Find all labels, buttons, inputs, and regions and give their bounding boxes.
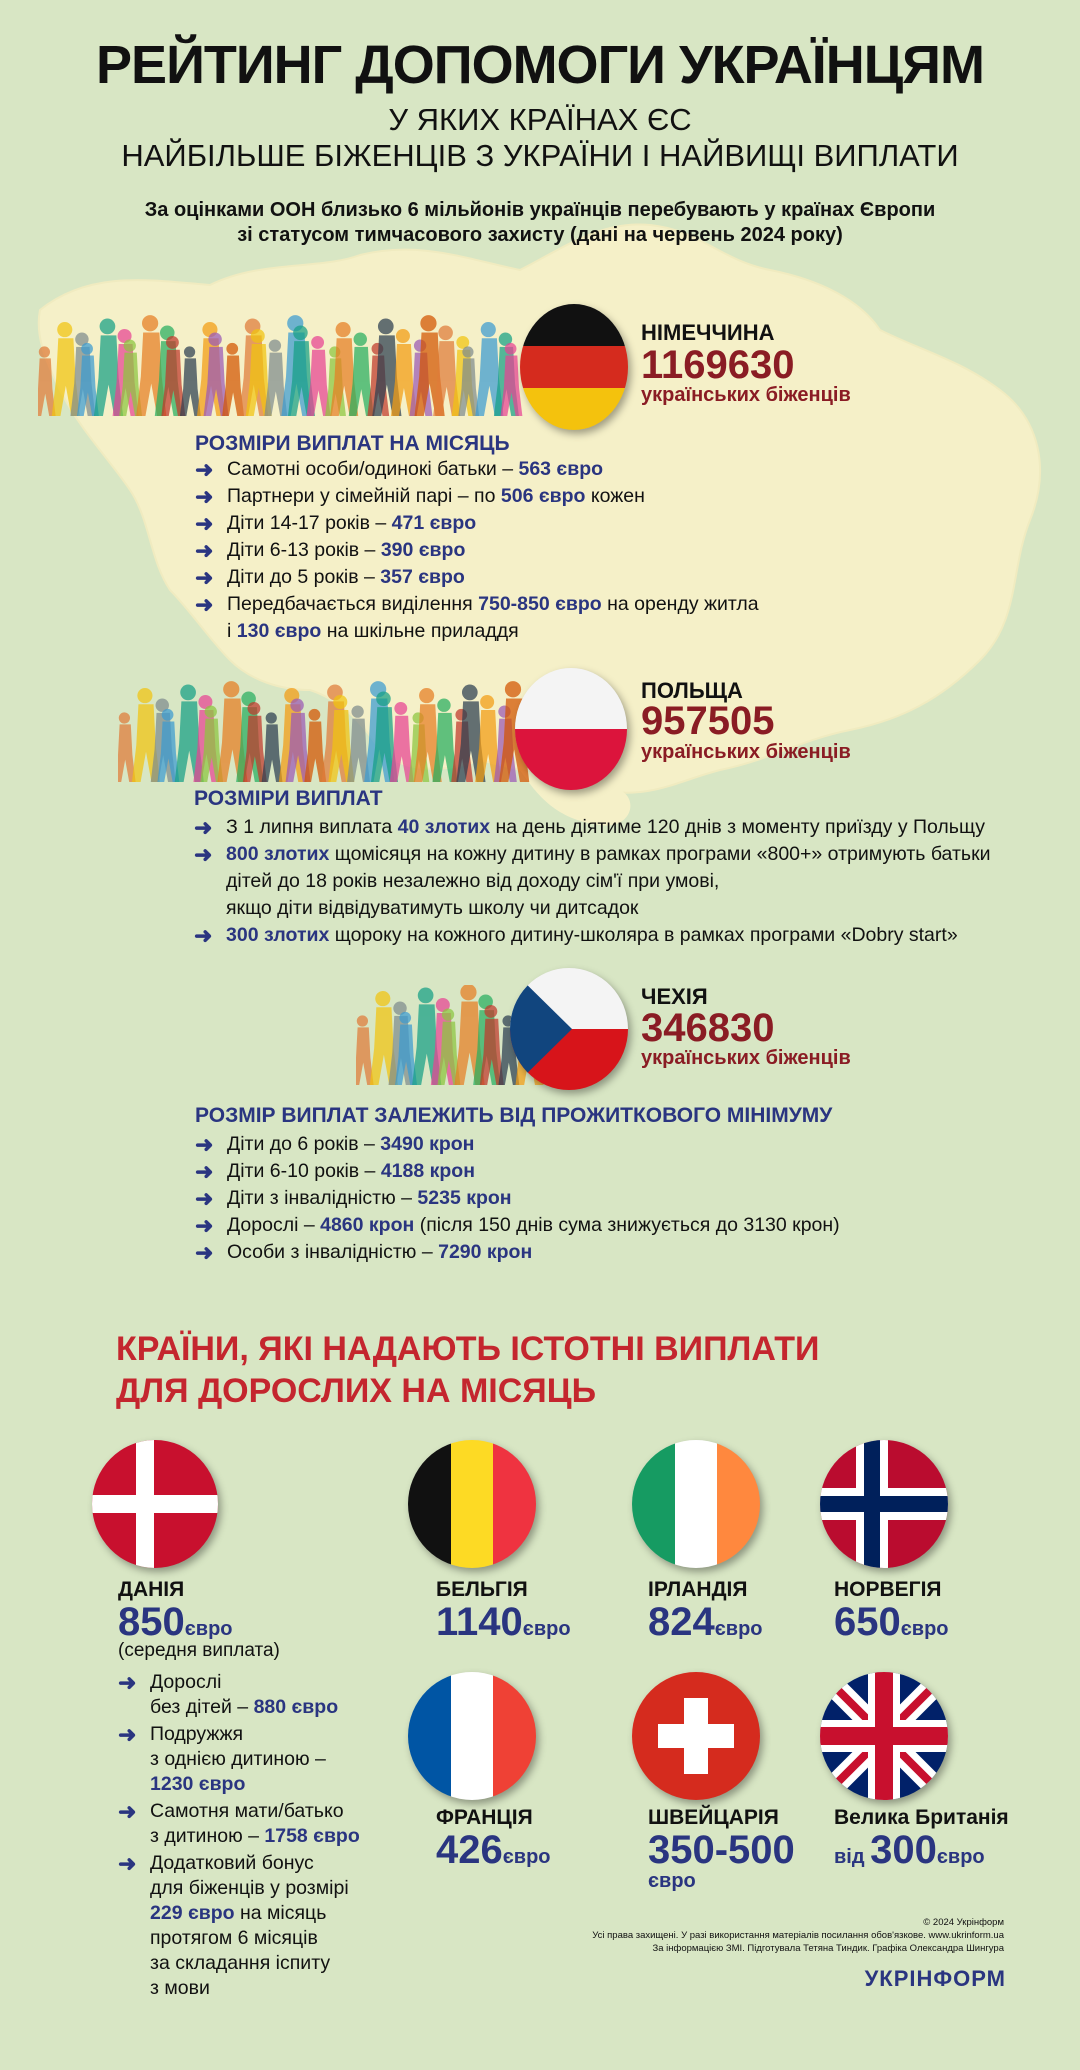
- list-item: ➜ Діти з інвалідністю – 5235 крон: [195, 1186, 512, 1211]
- germany-flag-icon: [520, 304, 628, 430]
- list-item: ➜ Діти 6-10 років – 4188 крон: [195, 1159, 475, 1184]
- denmark-note: (середня виплата): [118, 1640, 280, 1661]
- ireland-amount: 824євро: [648, 1600, 763, 1644]
- belgium-flag-icon: [408, 1440, 536, 1568]
- france-amount: 426євро: [436, 1828, 551, 1872]
- crowd-illustration: [118, 672, 538, 782]
- list-item: ➜ Діти до 6 років – 3490 крон: [195, 1132, 475, 1157]
- arrow-icon: ➜: [118, 1670, 137, 1695]
- crowd-illustration: [38, 306, 538, 416]
- list-item: ➜ Діти до 5 років – 357 євро: [195, 565, 465, 590]
- poland-flag-icon: [515, 668, 627, 790]
- germany-name: НІМЕЧЧИНА: [641, 320, 775, 345]
- list-item: ➜ З 1 липня виплата 40 злотих на день діятиме 120 днів з моменту приїзду у Польщу: [194, 815, 985, 840]
- arrow-icon: ➜: [195, 511, 214, 536]
- lead-line1: За оцінками ООН близько 6 мільйонів українців перебувають у країнах Європи: [144, 199, 936, 221]
- arrow-icon: ➜: [195, 1213, 214, 1238]
- page-title: РЕЙТИНГ ДОПОМОГИ УКРАЇНЦЯМ: [96, 35, 984, 95]
- arrow-icon: ➜: [195, 484, 214, 509]
- germany-payments-list: [195, 456, 895, 645]
- arrow-icon: ➜: [195, 592, 214, 617]
- switzerland-flag-icon: [632, 1672, 760, 1800]
- czech-name: ЧЕХІЯ: [641, 984, 708, 1009]
- arrow-icon: ➜: [195, 565, 214, 590]
- arrow-icon: ➜: [195, 1132, 214, 1157]
- norway-flag-icon: [820, 1440, 948, 1568]
- list-item: ➜ Дорослі – 4860 крон (після 150 днів сума знижується до 3130 крон): [195, 1213, 840, 1238]
- france-flag-icon: [408, 1672, 536, 1800]
- norway-amount: 650євро: [834, 1600, 949, 1644]
- list-item: ➜ Самотня мати/батько з дитиною – 1758 євро: [118, 1799, 360, 1847]
- czech-flag-icon: [510, 968, 628, 1090]
- czech-section-heading: РОЗМІР ВИПЛАТ ЗАЛЕЖИТЬ ВІД ПРОЖИТКОВОГО МІНІМУМУ: [195, 1104, 833, 1127]
- czech-refugees-label: українських біженців: [641, 1047, 851, 1069]
- arrow-icon: ➜: [195, 457, 214, 482]
- denmark-name: ДАНІЯ: [118, 1578, 185, 1601]
- poland-refugees-label: українських біженців: [641, 741, 851, 763]
- poland-section-heading: РОЗМІРИ ВИПЛАТ: [194, 787, 383, 810]
- list-item: ➜ Особи з інвалідністю – 7290 крон: [195, 1240, 533, 1265]
- ireland-flag-icon: [632, 1440, 760, 1568]
- switzerland-currency: євро: [648, 1870, 696, 1892]
- list-item: ➜ Діти 6-13 років – 390 євро: [195, 538, 466, 563]
- uk-name: Велика Британія: [834, 1806, 1009, 1829]
- subtitle-line1: У ЯКИХ КРАЇНАХ ЄС: [388, 102, 692, 137]
- list-item: ➜ Самотні особи/одинокі батьки – 563 євро: [195, 457, 604, 482]
- arrow-icon: ➜: [118, 1799, 137, 1824]
- france-name: ФРАНЦІЯ: [436, 1806, 533, 1829]
- lead-line2: зі статусом тимчасового захисту (дані на червень 2024 року): [237, 224, 843, 246]
- switzerland-name: ШВЕЙЦАРІЯ: [648, 1806, 779, 1829]
- uk-flag-icon: [820, 1672, 948, 1800]
- adult-payments-heading: КРАЇНИ, ЯКІ НАДАЮТЬ ІСТОТНІ ВИПЛАТИ ДЛЯ ДОРОСЛИХ НА МІСЯЦЬ: [116, 1330, 820, 1410]
- arrow-icon: ➜: [195, 538, 214, 563]
- list-item: ➜ Діти 14-17 років – 471 євро: [195, 511, 477, 536]
- denmark-flag-icon: [92, 1440, 218, 1568]
- czech-payments-list: [195, 1131, 995, 1266]
- arrow-icon: ➜: [195, 1186, 214, 1211]
- switzerland-amount: 350-500: [648, 1828, 795, 1872]
- denmark-payments-list: [118, 1670, 408, 2001]
- list-item: ➜ Подружжя з однією дитиною – 1230 євро: [118, 1722, 326, 1795]
- arrow-icon: ➜: [194, 842, 213, 867]
- copyright-note: © 2024 Укрінформ Усі права захищені. У разі використання матеріалів посилання обов'язкове. www.ukrinform.ua За інформацією ЗМІ. Підготувала Тетяна Тиндик. Графіка Олександра Шингура: [592, 1917, 1004, 1954]
- denmark-amount: 850євро: [118, 1600, 233, 1644]
- belgium-amount: 1140євро: [436, 1600, 571, 1644]
- czech-count: 346830: [641, 1006, 775, 1050]
- list-item: ➜ Дорослі без дітей – 880 євро: [118, 1670, 339, 1718]
- belgium-name: БЕЛЬГІЯ: [436, 1578, 528, 1601]
- arrow-icon: ➜: [118, 1722, 137, 1747]
- ireland-name: ІРЛАНДІЯ: [648, 1578, 748, 1601]
- arrow-icon: ➜: [194, 923, 213, 948]
- germany-refugees-label: українських біженців: [641, 384, 851, 406]
- norway-name: НОРВЕГІЯ: [834, 1578, 942, 1601]
- poland-name: ПОЛЬЩА: [641, 678, 743, 703]
- poland-count: 957505: [641, 699, 775, 743]
- arrow-icon: ➜: [118, 1851, 137, 1876]
- list-item: ➜ Додатковий бонус для біженців у розмірі 229 євро на місяць протягом 6 місяців за складання іспиту з мови: [118, 1851, 349, 1999]
- ukrinform-logo: УКРІНФОРМ: [864, 1966, 1006, 1991]
- uk-amount: від 300євро: [834, 1828, 985, 1872]
- list-item: ➜ Передбачається виділення 750-850 євро на оренду житла і 130 євро на шкільне приладдя: [195, 592, 759, 642]
- arrow-icon: ➜: [195, 1240, 214, 1265]
- arrow-icon: ➜: [194, 815, 213, 840]
- list-item: ➜ 800 злотих щомісяця на кожну дитину в рамках програми «800+» отримують батьки дітей до 18 років незалежно від доходу сім'ї при умові, якщо діти відвідуватимуть школу чи дитсадок: [194, 842, 991, 919]
- arrow-icon: ➜: [195, 1159, 214, 1184]
- poland-payments-list: [194, 814, 1014, 949]
- list-item: ➜ Партнери у сімейній парі – по 506 євро кожен: [195, 484, 645, 509]
- germany-section-heading: РОЗМІРИ ВИПЛАТ НА МІСЯЦЬ: [195, 432, 510, 455]
- subtitle-line2: НАЙБІЛЬШЕ БІЖЕНЦІВ З УКРАЇНИ І НАЙВИЩІ ВИПЛАТИ: [121, 138, 959, 173]
- list-item: ➜ 300 злотих щороку на кожного дитину-школяра в рамках програми «Dobry start»: [194, 923, 958, 948]
- germany-count: 1169630: [641, 343, 795, 387]
